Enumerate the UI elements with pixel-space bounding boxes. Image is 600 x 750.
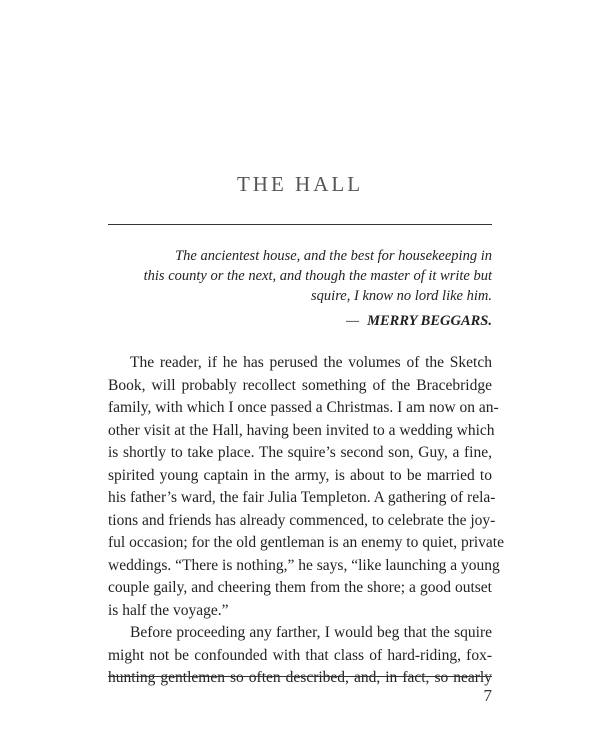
epigraph-line: squire, I know no lord like him.	[311, 288, 492, 304]
body-text	[108, 352, 504, 690]
chapter-title: THE HALL	[236, 172, 364, 196]
paragraph-line: is half the voyage.”	[108, 601, 229, 619]
paragraph-line: might not be confounded with that class of hard-riding, fox-	[108, 646, 492, 664]
paragraph-line: is shortly to take place. The squire’s second son, Guy, a fine,	[108, 444, 492, 461]
paragraph-line: Before proceeding any farther, I would beg that the squire	[130, 624, 492, 641]
page-number: 7	[483, 686, 492, 705]
paragraph-line: tions and friends has already commenced, to celebrate the joy-	[108, 511, 496, 529]
paragraph-line: ful occasion; for the old gentleman is an enemy to quiet, private	[108, 534, 504, 551]
paragraph-line: his father’s ward, the fair Julia Templeton. A gathering of rela-	[108, 489, 496, 506]
epigraph-line: The ancientest house, and the best for housekeeping in	[175, 248, 492, 264]
paragraph-line: family, with which I once passed a Christmas. I am now on an-	[108, 399, 499, 416]
paragraph-line: hunting gentlemen so often described, and, in fact, so nearly	[108, 669, 492, 686]
paragraph-line: couple gaily, and cheering them from the shore; a good outset	[108, 579, 492, 596]
paragraph-line: spirited young captain in the army, is about to be married to	[108, 466, 492, 484]
paragraph-line: weddings. “There is nothing,” he says, “like launching a young	[108, 556, 500, 574]
epigraph	[108, 246, 492, 306]
attribution-source: MERRY BEGGARS.	[367, 313, 492, 329]
paragraph-line: The reader, if he has perused the volumes of the Sketch	[130, 354, 492, 371]
bottom-rule	[108, 676, 492, 677]
epigraph-attribution	[108, 313, 492, 330]
attribution-dash: —	[346, 313, 360, 329]
paragraph-line: other visit at the Hall, having been invited to a wedding which	[108, 421, 495, 439]
paragraph-line: Book, will probably recollect something of the Bracebridge	[108, 376, 492, 394]
top-rule	[108, 224, 492, 225]
epigraph-line: this county or the next, and though the master of it write but	[143, 268, 492, 284]
